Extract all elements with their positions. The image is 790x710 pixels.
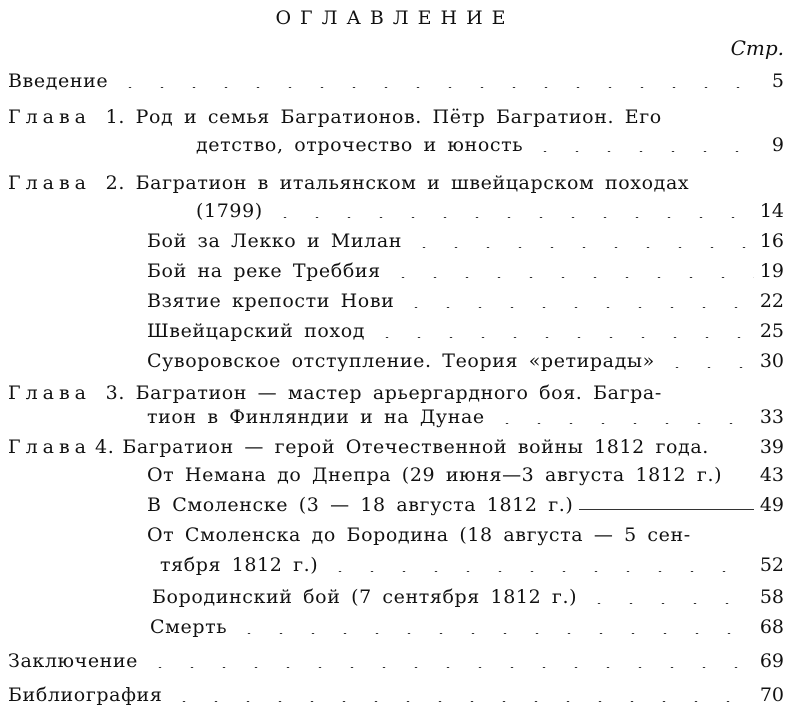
toc-page-number: 30 (759, 350, 784, 372)
toc-entry-intro[interactable] (8, 68, 784, 94)
toc-entry-label: В Смоленске (3 — 18 августа 1812 г.) (147, 494, 574, 516)
leader-spacer (728, 481, 754, 482)
dot-leader (168, 701, 753, 702)
toc-chapter-1-line2[interactable] (196, 132, 784, 158)
toc-page-number: 25 (759, 320, 784, 342)
toc-section-smolensk-borodino-line1[interactable] (147, 522, 691, 548)
toc-page-number: 33 (759, 406, 784, 428)
solid-leader (579, 509, 753, 510)
toc-entry-label-line2: тября 1812 г.) (160, 554, 319, 576)
chapter-title-line1: Багратион — мастер арьергардного боя. Багра- (135, 382, 662, 404)
chapter-title-line2: тион в Финляндии и на Дунае (147, 406, 485, 428)
chapter-number: 2. (105, 172, 125, 194)
toc-chapter-2-line2[interactable] (196, 198, 784, 224)
toc-page-number: 68 (759, 616, 784, 638)
toc-entry-label: Бой за Лекко и Милан (147, 230, 403, 252)
toc-entry-label: Заключение (8, 650, 139, 672)
dot-leader (408, 247, 754, 248)
chapter-title-line1: Род и семья Багратионов. Пётр Багратион. Его (135, 106, 662, 128)
toc-page-number: 19 (759, 260, 784, 282)
toc-chapter-2-line1[interactable] (8, 170, 689, 196)
toc-entry-label: Багратион — герой Отечественной войны 1812 года. (122, 436, 709, 458)
dot-leader (583, 603, 754, 604)
dot-leader (269, 217, 754, 218)
toc-section-borodino-battle[interactable] (152, 584, 784, 610)
chapter-number: 1. (105, 106, 125, 128)
toc-entry-label: Взятие крепости Нови (147, 290, 395, 312)
chapter-prefix: Глава (8, 382, 92, 404)
toc-page-number: 16 (759, 230, 784, 252)
toc-section-smolensk[interactable] (147, 492, 784, 518)
toc-page-number: 58 (759, 586, 784, 608)
toc-entry-label: Швейцарский поход (147, 320, 366, 342)
dot-leader (661, 367, 754, 368)
dot-leader (114, 87, 756, 88)
toc-chapter-1-line1[interactable] (8, 104, 662, 130)
chapter-title-line2: детство, отрочество и юность (196, 134, 524, 156)
dot-leader (371, 337, 754, 338)
toc-entry-label: Суворовское отступление. Теория «ретирады» (147, 350, 655, 372)
toc-entry-label: Смерть (150, 616, 228, 638)
toc-page-number: 14 (759, 200, 784, 222)
dot-leader (400, 307, 753, 308)
toc-section-lecco-milan[interactable] (147, 228, 784, 254)
dot-leader (387, 277, 754, 278)
toc-entry-label: Введение (8, 70, 109, 92)
dot-leader (491, 423, 754, 424)
leader-spacer (715, 453, 754, 454)
toc-entry-bibliography[interactable] (8, 682, 784, 708)
toc-page-number: 5 (771, 70, 784, 92)
toc-page-number: 52 (759, 554, 784, 576)
dot-leader (324, 571, 753, 572)
page-column-header: Стр. (730, 36, 784, 60)
page-title: ОГЛАВЛЕНИЕ (275, 7, 515, 29)
toc-page-number: 9 (771, 134, 784, 156)
chapter-number: 3. (105, 382, 125, 404)
toc-entry-label: Бой на реке Треббия (147, 260, 381, 282)
toc-chapter-3-line1[interactable] (8, 380, 662, 406)
toc-section-swiss-campaign[interactable] (147, 318, 784, 344)
toc-entry-label: Бородинский бой (7 сентября 1812 г.) (152, 586, 578, 608)
toc-section-novi[interactable] (147, 288, 784, 314)
toc-page-number: 69 (759, 650, 784, 672)
chapter-prefix: Глава (8, 106, 92, 128)
toc-entry-label: Библиография (8, 684, 163, 706)
toc-page-number: 43 (759, 464, 784, 486)
toc-section-neman-dnepr[interactable] (147, 462, 784, 488)
chapter-number: 4. (95, 436, 115, 458)
toc-page-number: 70 (759, 684, 784, 706)
toc-section-death[interactable] (150, 614, 784, 640)
dot-leader (144, 667, 754, 668)
chapter-prefix: Глава (8, 436, 92, 458)
toc-chapter-4[interactable] (8, 434, 784, 460)
toc-page-number: 49 (759, 494, 784, 516)
toc-entry-label-line1: От Смоленска до Бородина (18 августа — 5 сен- (147, 524, 691, 546)
chapter-title-line2: (1799) (196, 200, 263, 222)
toc-section-smolensk-borodino-line2[interactable] (160, 552, 784, 578)
toc-chapter-3-line2[interactable] (147, 404, 784, 430)
toc-entry-label: От Немана до Днепра (29 июня—3 августа 1812 г.) (147, 464, 723, 486)
toc-page-number: 22 (759, 290, 784, 312)
toc-entry-conclusion[interactable] (8, 648, 784, 674)
chapter-prefix: Глава (8, 172, 92, 194)
toc-section-trebbia[interactable] (147, 258, 784, 284)
dot-leader (529, 151, 756, 152)
dot-leader (233, 633, 754, 634)
toc-section-suvorov-retreat[interactable] (147, 348, 784, 374)
chapter-title-line1: Багратион в итальянском и швейцарском походах (135, 172, 690, 194)
toc-page-number: 39 (759, 436, 784, 458)
